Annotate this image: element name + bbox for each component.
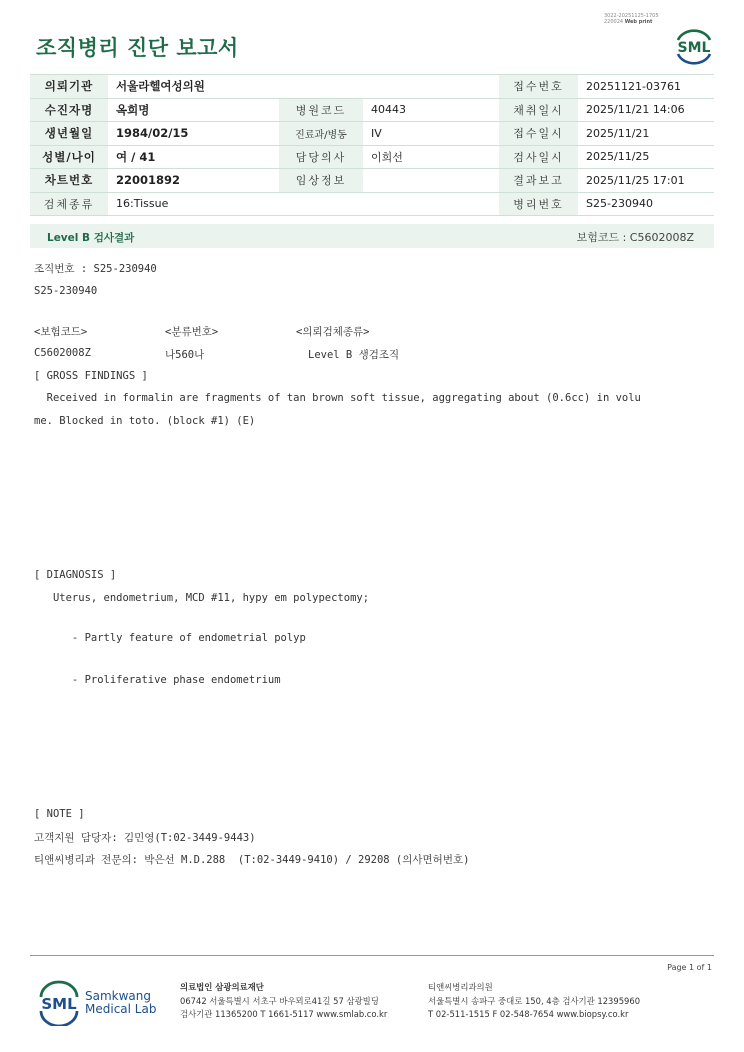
label-receipt-no: 접수번호 <box>499 75 578 99</box>
label-department: 진료과/병동 <box>279 122 363 146</box>
tissue-number-2: S25-230940 <box>34 285 98 297</box>
page-number: Page 1 of 1 <box>667 963 712 972</box>
sml-logo-icon <box>36 980 82 1026</box>
diagnosis-item-1: - Partly feature of endometrial polyp <box>34 632 306 644</box>
label-result-report: 결과보고 <box>499 169 578 193</box>
label-chart-no: 차트번호 <box>30 169 108 193</box>
label-clinical-info: 임상정보 <box>279 169 363 193</box>
gross-line-2: me. Blocked in toto. (block #1) (E) <box>34 415 256 427</box>
empty-cell <box>363 192 499 216</box>
tissue-number: 조직번호 : S25-230940 <box>34 263 157 275</box>
value-birth-date: 1984/02/15 <box>108 122 279 146</box>
note-heading: [ NOTE ] <box>34 808 85 820</box>
footer-org-info: 의료법인 삼광의료재단 06742 서울특별시 서초구 바우뫼로41길 57 삼광빌딩 검사기관 11365200 T 1661-5117 www.smlab.co.kr <box>180 982 388 1019</box>
codes-header-classification: <분류번호> <box>165 326 219 338</box>
codes-header-insurance: <보험코드> <box>34 326 88 338</box>
codes-header-specimen: <의뢰검체종류> <box>296 326 370 338</box>
empty-cell <box>363 75 499 99</box>
value-physician: 이희선 <box>363 145 499 169</box>
diagnosis-line: Uterus, endometrium, MCD #11, hypy em polypectomy; <box>34 592 370 604</box>
codes-value-insurance: C5602008Z <box>34 347 91 359</box>
codes-value-specimen: Level B 생검조직 <box>308 349 400 361</box>
print-info <box>604 13 659 25</box>
value-chart-no: 22001892 <box>108 169 279 193</box>
value-receipt-date: 2025/11/21 <box>578 122 714 146</box>
brand-name: Samkwang Medical Lab <box>85 989 157 1016</box>
print-info-line1: 3022-20251125-1705 <box>604 13 659 19</box>
empty-cell <box>279 192 363 216</box>
value-collection-time: 2025/11/21 14:06 <box>578 98 714 122</box>
table-row <box>30 169 714 193</box>
footer-clinic-info: 티앤씨병리과의원 서울특별시 송파구 중대로 150, 4층 검사기관 12395960 T 02-511-1515 F 02-548-7654 www.biopsy.co.kr <box>428 982 641 1019</box>
table-row <box>30 192 714 216</box>
table-row <box>30 98 714 122</box>
label-hospital-code: 병원코드 <box>279 98 363 122</box>
page-title: 조직병리 진단 보고서 <box>36 36 239 60</box>
label-pathology-no: 병리번호 <box>499 192 578 216</box>
footer-divider <box>30 955 714 956</box>
value-department: IV <box>363 122 499 146</box>
value-requesting-org: 서울라헬여성의원 <box>108 75 279 99</box>
label-sex-age: 성별/나이 <box>30 145 108 169</box>
value-sex-age: 여 / 41 <box>108 145 279 169</box>
label-receipt-date: 접수일시 <box>499 122 578 146</box>
value-receipt-no: 20251121-03761 <box>578 75 714 99</box>
label-requesting-org: 의뢰기관 <box>30 75 108 99</box>
table-row <box>30 122 714 146</box>
value-clinical-info <box>363 169 499 193</box>
label-test-date: 검사일시 <box>499 145 578 169</box>
table-row <box>30 75 714 99</box>
diagnosis-item-2: - Proliferative phase endometrium <box>34 674 281 686</box>
result-section-header <box>30 224 714 248</box>
label-specimen-type: 검체종류 <box>30 192 108 216</box>
svg-text:SML: SML <box>41 995 77 1013</box>
gross-line-1: Received in formalin are fragments of tan brown soft tissue, aggregating about (0.6cc) in volu <box>34 392 641 404</box>
value-patient-name: 옥희명 <box>108 98 279 122</box>
value-result-report: 2025/11/25 17:01 <box>578 169 714 193</box>
value-pathology-no: S25-230940 <box>578 192 714 216</box>
label-patient-name: 수진자명 <box>30 98 108 122</box>
print-info-line2: 220024 Web print <box>604 19 653 25</box>
gross-heading: [ GROSS FINDINGS ] <box>34 370 148 382</box>
diagnosis-heading: [ DIAGNOSIS ] <box>34 569 117 581</box>
label-collection-time: 채취일시 <box>499 98 578 122</box>
label-physician: 담당의사 <box>279 145 363 169</box>
label-birth-date: 생년월일 <box>30 122 108 146</box>
value-specimen-type: 16:Tissue <box>108 192 279 216</box>
insurance-code: 보험코드 : C5602008Z <box>576 231 694 244</box>
result-section-title: Level B 검사결과 <box>47 232 135 244</box>
codes-value-classification: 나560나 <box>165 349 205 361</box>
svg-text:SML: SML <box>677 40 711 56</box>
note-line-1: 고객지원 담당자: 김민영(T:02-3449-9443) <box>34 832 256 844</box>
value-test-date: 2025/11/25 <box>578 145 714 169</box>
value-hospital-code: 40443 <box>363 98 499 122</box>
sml-logo-icon <box>672 24 716 66</box>
table-row <box>30 145 714 169</box>
empty-cell <box>279 75 363 99</box>
note-line-2: 티앤씨병리과 전문의: 박은선 M.D.288 (T:02-3449-9410) / 29208 (의사면허번호) <box>34 854 470 866</box>
patient-info-table <box>30 74 714 216</box>
